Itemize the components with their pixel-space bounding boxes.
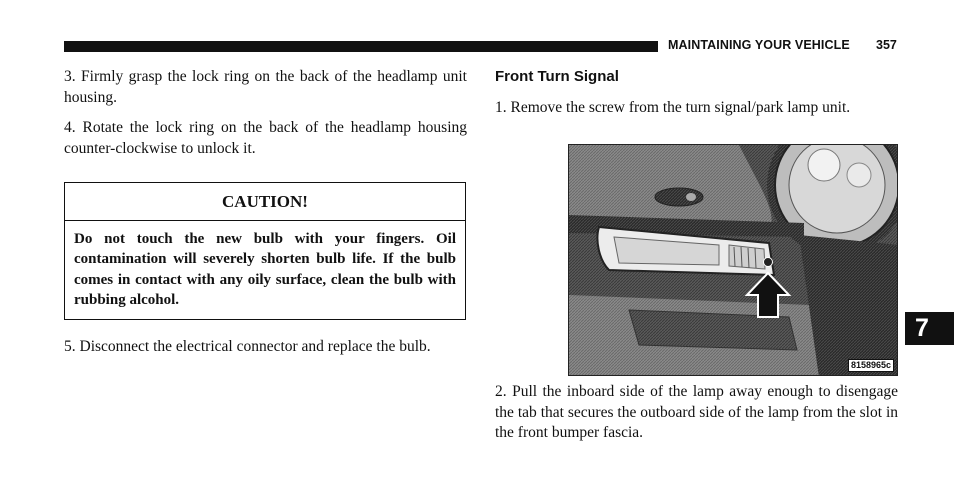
chapter-tab: [905, 312, 954, 345]
turn-signal-drawing: [569, 145, 898, 376]
header-rule: [64, 41, 658, 52]
figure-label: 8158965c: [848, 359, 894, 372]
step-5-text: 5. Disconnect the electrical connector and replace the bulb.: [64, 338, 431, 355]
chapter-number: 7: [915, 314, 929, 342]
step-4-text: 4. Rotate the lock ring on the back of the headlamp housing counter-clockwise to unlock it.: [64, 119, 467, 157]
caution-box: [64, 182, 466, 320]
turn-signal-illustration: [568, 144, 898, 376]
page-number: 357: [876, 38, 897, 52]
caution-title: CAUTION!: [65, 183, 465, 221]
section-heading: Front Turn Signal: [495, 68, 619, 85]
step-1-text: 1. Remove the screw from the turn signal/park lamp unit.: [495, 99, 851, 116]
running-header-title: MAINTAINING YOUR VEHICLE: [668, 38, 850, 52]
step-3-text: 3. Firmly grasp the lock ring on the back of the headlamp unit housing.: [64, 68, 467, 106]
caution-body: Do not touch the new bulb with your fingers. Oil contamination will severely shorten bulb life. If the bulb comes in contact with any oily surface, clean the bulb with rubbing alcohol.: [74, 231, 456, 308]
step-2-text: 2. Pull the inboard side of the lamp away enough to disengage the tab that secures the outboard side of the lamp from the slot in the front bumper fascia.: [495, 383, 898, 441]
